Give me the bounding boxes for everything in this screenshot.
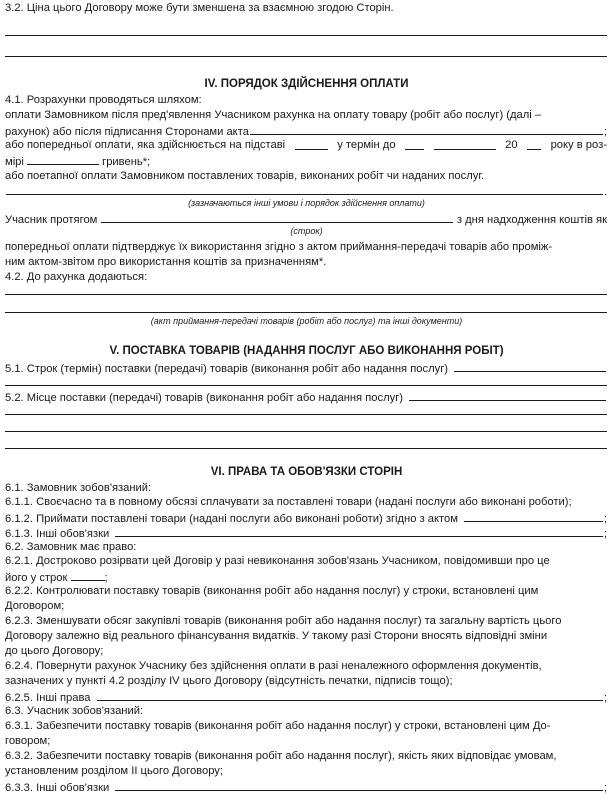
blank-line <box>5 312 607 313</box>
clause-6-3-3: 6.3.3. Інші обов'язки ; <box>5 779 607 795</box>
term-blank <box>101 211 453 223</box>
clause-6-2-4-line1: 6.2.4. Повернути рахунок Учаснику без здійснення оплати в разі неналежного оформлення документів, <box>5 660 542 672</box>
clause-6-2-1-line2: його у строк ; <box>5 569 607 585</box>
clause-6-1-1: 6.1.1. Своєчасно та в повному обсязі сплачувати за поставлені товари (надані послуги або виконані роботи); <box>5 496 572 508</box>
blank-line <box>5 385 607 386</box>
clause-4-1-line1: оплати Замовником після пред'явлення Учасником рахунка на оплату товару (робіт або послуг) (далі – <box>5 109 542 121</box>
clause-6-2-4-line2: зазначених у пункті 4.2 розділу IV цього Договору (відсутність печатки, підписів тощо); <box>5 675 453 687</box>
clause-6-1: 6.1. Замовник зобов'язаний: <box>5 482 152 494</box>
clause-6-2-3-line1: 6.2.3. Зменшувати обсяг закупівлі товарів (виконання робіт або надання послуг) та загальну вартість цього <box>5 615 562 627</box>
clause-4-1-line7: попередньої оплати підтверджує їх використання згідно з актом приймання-передачі товарів або проміж- <box>5 241 553 253</box>
delivery-place-blank <box>409 389 606 401</box>
basis-blank <box>295 138 328 150</box>
clause-6-2-3-line3: до цього Договору; <box>5 645 104 657</box>
clause-3-2: 3.2. Ціна цього Договору може бути зменшена за взаємною згодою Сторін. <box>5 2 394 14</box>
clause-5-1: 5.1. Строк (термін) поставки (передачі) товарів (виконання робіт або надання послуг) <box>5 360 607 376</box>
act-blank <box>250 123 603 135</box>
year-blank <box>527 138 541 150</box>
clause-6-2-5: 6.2.5. Інші права ; <box>5 689 607 705</box>
caption-term: (строк) <box>290 226 323 236</box>
section-4-heading: IV. ПОРЯДОК ЗДІЙСНЕННЯ ОПЛАТИ <box>204 78 409 90</box>
clause-6-3-1-line1: 6.3.1. Забезпечити поставку товарів (виконання робіт або надання послуг) у строки, встановлені цим До- <box>5 720 551 732</box>
clause-4-1-line5: або поетапної оплати Замовником поставлених товарів, виконаних робіт чи наданих послуг. <box>5 170 485 182</box>
blank-line <box>5 414 607 415</box>
blank-line <box>5 56 607 57</box>
caption-payment-conditions: (зазначаються інші умови і порядок здійснення оплати) <box>188 198 425 208</box>
notice-term-blank <box>71 569 105 581</box>
clause-6-2-2-line1: 6.2.2. Контролювати поставку товарів (виконання робіт або надання послуг) у строки, встановлені цим <box>5 585 539 597</box>
day-blank <box>405 138 424 150</box>
section-6-heading: VI. ПРАВА ТА ОБОВ'ЯЗКИ СТОРІН <box>210 466 403 478</box>
clause-6-3-1-line2: говором; <box>5 735 51 747</box>
blank-line <box>5 448 607 449</box>
clause-6-2-3-line2: Договору залежно від реального фінансування видатків. У такому разі Сторони вносять відповідні зміни <box>5 630 548 642</box>
amount-blank <box>27 153 99 165</box>
clause-6-3-2-line2: установленим розділом II цього Договору; <box>5 765 224 777</box>
clause-4-1-line8: ним актом-звітом про використання коштів за призначенням*. <box>5 256 327 268</box>
clause-4-1-line4: мірі гривень*; <box>5 153 607 169</box>
clause-5-2: 5.2. Місце поставки (передачі) товарів (виконання робіт або надання послуг) <box>5 389 607 405</box>
other-conditions-line: . <box>5 183 607 199</box>
month-blank <box>434 138 496 150</box>
caption-documents: (акт приймання-передачі товарів (робіт або послуг) та інші документи) <box>150 316 463 326</box>
delivery-term-blank <box>454 360 606 372</box>
section-5-heading: V. ПОСТАВКА ТОВАРІВ (НАДАННЯ ПОСЛУГ АБО ВИКОНАННЯ РОБІТ) <box>109 345 504 357</box>
clause-6-2-2-line2: Договором; <box>5 600 65 612</box>
blank-line <box>5 294 607 295</box>
clause-6-3: 6.3. Учасник зобов'язаний: <box>5 705 144 717</box>
blank-line <box>5 431 607 432</box>
clause-4-1-line6: Учасник протягом з дня надходження коштів як <box>5 211 607 227</box>
clause-4-1-line3: або попередньої оплати, яка здійснюється на підставі у термін до 20 року в роз- <box>5 139 607 151</box>
clause-6-3-2-line1: 6.3.2. Забезпечити поставку товарів (виконання робіт або надання послуг), якість яких відповідає умовам, <box>5 750 557 762</box>
clause-6-1-3: 6.1.3. Інші обов'язки ; <box>5 525 607 541</box>
clause-6-2: 6.2. Замовник має право: <box>5 541 137 553</box>
clause-6-1-2: 6.1.2. Приймати поставлені товари (надані послуги або виконані роботи) згідно з актом ; <box>5 510 607 526</box>
clause-4-1-line2: рахунок) або після підписання Сторонами акта ; <box>5 123 607 139</box>
clause-6-2-1-line1: 6.2.1. Достроково розірвати цей Договір у разі невиконання зобов'язань Учасником, повідомивши про це <box>5 555 550 567</box>
clause-4-1: 4.1. Розрахунки проводяться шляхом: <box>5 94 202 106</box>
blank-line <box>5 35 607 36</box>
clause-4-2: 4.2. До рахунка додаються: <box>5 271 148 283</box>
